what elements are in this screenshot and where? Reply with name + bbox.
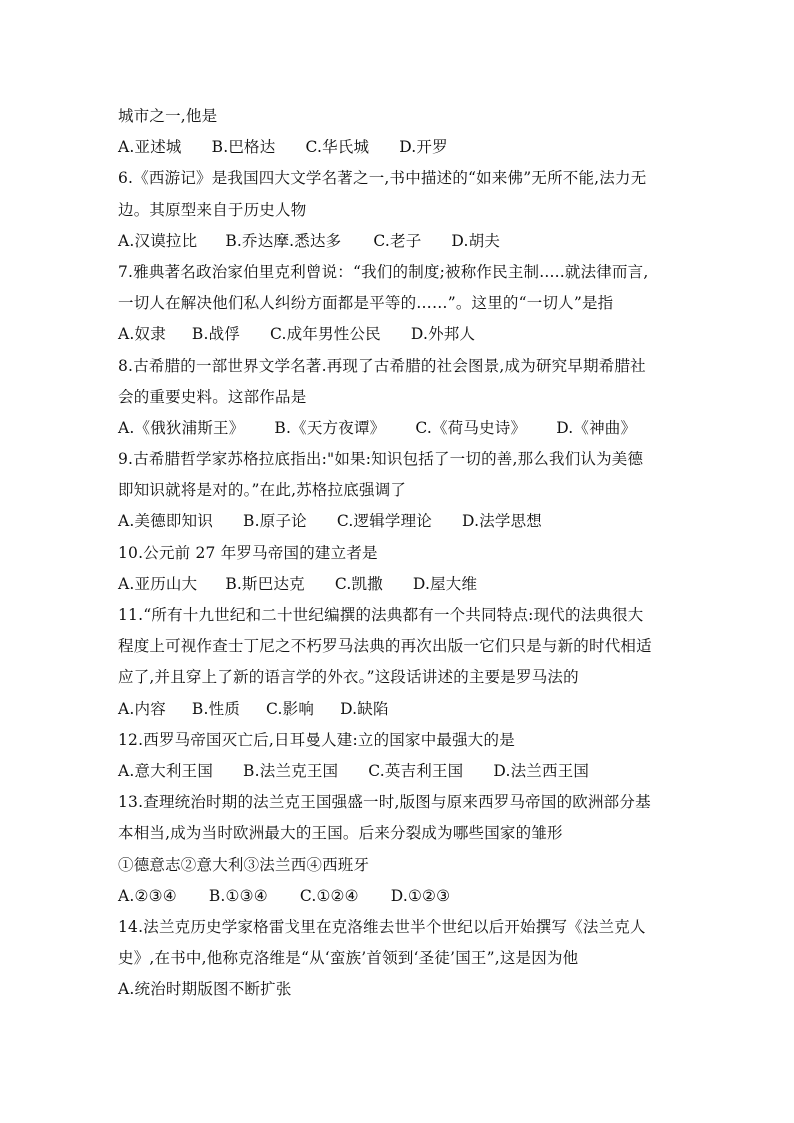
options-line bbox=[118, 226, 678, 257]
answer-option: C.逻辑学理论 bbox=[336, 512, 432, 531]
text-line: 本相当,成为当时欧洲最大的王国。后来分裂成为哪些国家的雏形 bbox=[118, 824, 563, 843]
answer-option: C.老子 bbox=[373, 231, 422, 250]
answer-option: B.斯巴达克 bbox=[225, 574, 305, 593]
text-line: 12.西罗马帝国灭亡后,日耳曼人建:立的国家中最强大的是 bbox=[118, 730, 515, 749]
answer-option: D.①②③ bbox=[390, 886, 451, 905]
answer-option: D.法兰西王国 bbox=[493, 761, 590, 780]
options-line bbox=[118, 506, 678, 537]
options-line bbox=[118, 569, 678, 600]
options-line bbox=[118, 694, 678, 725]
answer-option: A.②③④ bbox=[118, 886, 177, 905]
answer-option: C.英吉利王国 bbox=[368, 761, 464, 780]
answer-option: B.原子论 bbox=[243, 512, 307, 531]
answer-option: B.《天方夜谭》 bbox=[274, 418, 386, 437]
text-line: 城市之一,他是 bbox=[118, 107, 218, 125]
text-line: 14.法兰克历史学家格雷戈里在克洛维去世半个世纪以后开始撰写《法兰克人 bbox=[118, 917, 646, 936]
answer-option: C.影响 bbox=[266, 699, 315, 718]
options-line bbox=[118, 756, 678, 787]
text-line: 6.《西游记》是我国四大文学名著之一,书中描述的“如来佛”无所不能,法力无 bbox=[118, 169, 647, 188]
answer-option: B.巴格达 bbox=[211, 138, 276, 157]
text-line: 应了,并且穿上了新的语言学的外衣。”这段话讲述的主要是罗马法的 bbox=[118, 668, 579, 687]
answer-option: A.《俄狄浦斯王》 bbox=[118, 418, 245, 437]
answer-option: D.外邦人 bbox=[410, 325, 476, 344]
answer-option: C.成年男性公民 bbox=[270, 325, 381, 344]
text-line: 边。其原型来自于历史人物 bbox=[118, 200, 307, 219]
text-line: 即知识就将是对的。”在此,苏格拉底强调了 bbox=[118, 481, 407, 500]
options-line bbox=[118, 132, 678, 163]
answer-option: D.缺陷 bbox=[340, 699, 389, 718]
document-page bbox=[118, 101, 678, 1005]
answer-option: A.亚历山大 bbox=[118, 574, 198, 593]
answer-option: B.性质 bbox=[191, 699, 241, 718]
answer-option: C.凯撒 bbox=[334, 574, 383, 593]
answer-option: D.《神曲》 bbox=[556, 418, 637, 437]
answer-option: A.亚述城 bbox=[118, 138, 182, 157]
text-line: 10.公元前 27 年罗马帝国的建立者是 bbox=[118, 543, 378, 562]
answer-option: A.意大利王国 bbox=[118, 761, 214, 780]
answer-option: B.乔达摩.悉达多 bbox=[225, 231, 342, 250]
options-line bbox=[118, 319, 678, 350]
text-line: ①德意志②意大利③法兰西④西班牙 bbox=[118, 855, 370, 874]
text-line: A.统治时期版图不断扩张 bbox=[118, 980, 292, 999]
answer-option: B.法兰克王国 bbox=[243, 761, 339, 780]
answer-option: C.华氏城 bbox=[305, 138, 370, 157]
options-line bbox=[118, 881, 678, 912]
answer-option: A.内容 bbox=[118, 699, 166, 718]
text-line: 会的重要史料。这部作品是 bbox=[118, 387, 307, 406]
text-line: 11.“所有十九世纪和二十世纪编撰的法典都有一个共同特点:现代的法典很大 bbox=[118, 606, 644, 624]
answer-option: D.屋大维 bbox=[412, 574, 478, 593]
text-line: 程度上可视作查士丁尼之不朽罗马法典的再次出版一它们只是与新的时代相适 bbox=[118, 637, 652, 656]
text-line: 9.古希腊哲学家苏格拉底指出:"如果:知识包括了一切的善,那么我们认为美德 bbox=[118, 450, 644, 469]
answer-option: A.奴隶 bbox=[118, 325, 166, 344]
answer-option: D.开罗 bbox=[399, 138, 448, 157]
answer-option: A.汉谟拉比 bbox=[118, 231, 198, 250]
text-line: 8.古希腊的一部世界文学名著.再现了古希腊的社会图景,成为研究早期希腊社 bbox=[118, 356, 646, 375]
answer-option: C.《荷马史诗》 bbox=[415, 418, 527, 437]
text-line: 史》,在书中,他称克洛维是“从‘蛮族’首领到‘圣徒’国王”,这是因为他 bbox=[118, 949, 579, 968]
text-line: 13.查理统治时期的法兰克王国强盛一时,版图与原来西罗马帝国的欧洲部分基 bbox=[118, 793, 651, 812]
answer-option: A.美德即知识 bbox=[118, 512, 214, 531]
answer-option: C.①②④ bbox=[299, 886, 359, 905]
text-line: 7.雅典著名政治家伯里克利曾说：“我们的制度;被称作民主制.....就法律而言, bbox=[118, 262, 649, 281]
answer-option: B.战俘 bbox=[191, 325, 241, 344]
text-line: 一切人在解决他们私人纠纷方面都是平等的……”。这里的“一切人”是指 bbox=[118, 294, 614, 313]
answer-option: D.法学思想 bbox=[462, 512, 543, 531]
answer-option: D.胡夫 bbox=[451, 231, 501, 250]
answer-option: B.①③④ bbox=[208, 886, 268, 905]
options-line bbox=[118, 413, 678, 444]
